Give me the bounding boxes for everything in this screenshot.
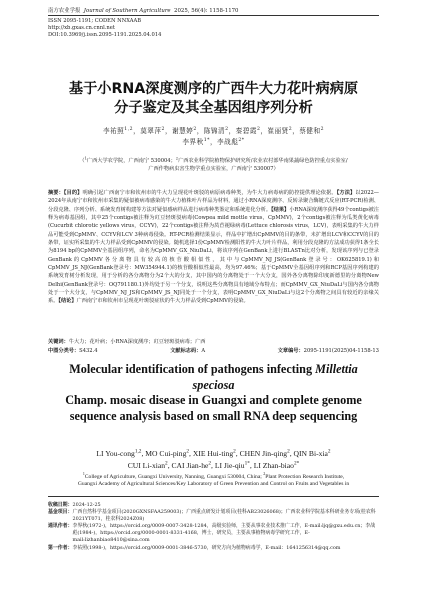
author-cn: [236, 127, 261, 135]
article-number: 2095-1191(2025)04-1158-13: [303, 348, 379, 354]
keywords-cn: [48, 338, 379, 346]
author-name: CAI Jian-he: [171, 460, 209, 470]
author-name: LI Jie-qiu: [214, 460, 245, 470]
clc-label: 中图分类号：: [48, 348, 80, 354]
author-name: 李战彪: [217, 138, 239, 146]
header-rule: [48, 15, 379, 16]
authors-en-line-1: LI You-cong$^{1,2}$, MO Cui-ping$^2$, XIE Hui-ting$^2$, CHEN Jin-qing$^2$, QIN Bi-xia$^2$: [96, 448, 331, 458]
footnote-label: 收稿日期：: [48, 502, 73, 508]
footnote-row: [48, 523, 379, 544]
author-en: [240, 449, 290, 458]
title-cn: [48, 80, 379, 118]
affiliation-cn-3: 广西作物病虫害生物学重点实验室，广西南宁 530007）: [148, 165, 279, 172]
doc-code-label: 文献标志码：: [170, 348, 202, 354]
abstract-objective: 明确引起广西南宁市和钦州市的牛大力呈现花叶斑驳的病原病毒种类，为牛大力病毒病的防控提供理论依据。: [82, 190, 337, 196]
title-cn-line-1: 基于小RNA深度测序的广西牛大力花叶病病原: [68, 81, 359, 97]
author-en: [96, 449, 141, 458]
author-affiliation-mark: 2: [165, 459, 168, 466]
footnote-text: 2024-12-25: [72, 502, 101, 508]
author-cn: [267, 127, 292, 135]
author-affiliation-mark: 2*: [238, 137, 245, 143]
author-name: QIN Bi-xia: [293, 449, 328, 458]
journal-name-en: Journal of Southern Agriculture: [83, 8, 171, 14]
title-en-line-3: sequence analysis based on small RNA deep sequencing: [69, 408, 358, 423]
author-en: [294, 449, 331, 458]
author-cn: [103, 127, 133, 135]
author-affiliation-mark: 2: [161, 126, 165, 132]
affiliation-cn-2: 广西农业科学院植物保护研究所/农业农村部华南果蔬绿色防控重点实验室/: [178, 158, 348, 164]
footnote-label: 基金项目：: [48, 509, 73, 516]
author-affiliation-mark: 2: [256, 126, 261, 132]
author-affiliation-mark: 2: [186, 448, 190, 455]
author-name: LI You-cong: [96, 449, 135, 458]
author-name: 蔡健和: [299, 127, 321, 135]
author-name: 秦碧霞: [235, 127, 257, 135]
author-name: 谢慧婷: [172, 127, 194, 135]
authors-cn: 李祐照$^{1,2}$，莫翠萍$^2$，谢慧婷$^2$，陈锦清$^2$，秦碧霞$^2$，崔丽贤$^2$，蔡健和$^2$ 李界秋$^{1*}$，李战彪$^{2*}$: [103, 126, 324, 146]
abstract-cn: [48, 189, 379, 306]
affiliation-en-2a: Plant Protection Research Institute,: [265, 474, 345, 480]
footnote-label: 第一作者：: [48, 544, 73, 551]
author-cn: [172, 127, 197, 135]
author-cn: [204, 127, 229, 135]
author-cn: [182, 138, 210, 146]
title-en-line-1: Molecular identification of pathogens infecting: [69, 362, 316, 376]
author-name: 莫翠萍: [140, 127, 162, 135]
author-affiliation-mark: 2: [193, 126, 197, 132]
author-name: CUI Li-xian: [127, 460, 166, 470]
abstract-tag-conclusion: 【结论】: [58, 298, 77, 305]
author-affiliation-mark: 2: [233, 448, 236, 455]
author-affiliation-mark: 2: [287, 448, 290, 455]
author-name: 李祐照: [103, 127, 125, 135]
title-en-species: Millettia speciosa: [192, 362, 358, 392]
footnote-text: 李祐照(1998-)，https://orcid.org/0009-0001-3846-5730，研究方向为植物病毒学，E-mail：1641256314@qq.com: [72, 544, 341, 551]
issn: ISSN 2095-1191; CODEN NNXAAB: [48, 18, 142, 24]
author-name: LI Zhan-biao: [253, 460, 294, 470]
author-en: [145, 449, 189, 458]
author-affiliation-mark: 1*: [203, 137, 210, 143]
affiliation-en-2b: Guangxi Academy of Agricultural Sciences/Key Laboratory of Green Prevention and Control on Fruits and Vegetables in: [77, 481, 350, 488]
author-en: [128, 461, 168, 470]
author-name: 崔丽贤: [267, 127, 289, 135]
affiliation-en-1: College of Agriculture, Guangxi University, Nanning, Guangxi 530004, China;: [84, 474, 262, 480]
footnote-label: 通讯作者：: [48, 523, 73, 530]
author-cn: [217, 138, 245, 146]
citation: 2025, 56(4): 1158-1170: [174, 8, 239, 14]
author-affiliation-mark: 2: [288, 126, 293, 132]
author-en: [171, 461, 211, 470]
author-en: [193, 449, 236, 458]
authors-en: [48, 448, 379, 471]
footnote-row: [48, 545, 379, 552]
journal-url[interactable]: http://xb.gxas.cn.cnnl.net: [48, 25, 115, 32]
title-cn-line-2: 分子鉴定及其全基因组序列分析: [114, 100, 313, 116]
author-en: [215, 461, 250, 470]
footnote-row: [48, 509, 379, 523]
article-number-label: 文章编号：: [277, 348, 304, 354]
footnote-text: 李界秋(1972-)，https://orcid.org/0009-0007-3428-1284，高级实验师，主要从事农业技术推广工作，E-mail:ljq@gxu.edu.cn；李战彪(1984-)，https://orcid.org/0000-0001-8331-4168，博士，研究员，主要从事植物病毒学研究工作，E-mail:lizhanbiao8410@sina.com: [72, 523, 376, 544]
keywords-text: 牛大力；花叶病；小RNA深度测序；豇豆轻斑驳病毒；广西: [68, 339, 206, 345]
author-affiliation-mark: 2: [320, 126, 324, 132]
author-affiliation-mark: 2*: [293, 459, 300, 466]
abstract-method: 以2022—2024年从南宁市和钦州市采集的疑似被病毒感染的牛大力植株叶片样品为材料，通过小RNA深度测序、反转录聚合酶链式反应(RT-PCR)检测、分段克隆、序列分析、系统发育树构建等方法对疑似感病样品进行病毒种类鉴定和系统进化分析。: [48, 190, 379, 213]
author-affiliation-mark: 1,2: [124, 126, 134, 132]
author-affiliation-mark: 2: [327, 448, 331, 455]
author-cn: [299, 127, 324, 135]
affiliations-en: $^1$College of Agriculture, Guangxi University, Nanning, Guangxi 530004, China; $^2$Plant Protection Research Institute, Guangxi Academy of Agricultural Sciences/Key Laboratory of Green Prevention and Control on Fruits and Vegetables in: [48, 474, 379, 489]
author-affiliation-mark: 2: [208, 459, 212, 466]
author-name: XIE Hui-ting: [192, 449, 234, 458]
classification-line: [48, 347, 379, 355]
abstract-label: 摘要：: [48, 190, 64, 196]
footnote-divider: [48, 496, 379, 497]
affiliation-cn-1: 广西大学农学院，广西南宁 530004；: [86, 158, 176, 164]
clc-code: S432.4: [79, 348, 98, 354]
footnotes: [48, 502, 379, 552]
author-name: MO Cui-ping: [145, 449, 187, 458]
author-name: CHEN Jin-qing: [239, 449, 288, 458]
authors-en-line-2: CUI Li-xian$^2$, CAI Jian-$he^2$, LI Jie-qiu$^{1*}$, LI Zhan-biao$^{2*}$: [127, 459, 300, 470]
title-en-line-2: Champ. mosaic disease in Guangxi and complete genome: [65, 393, 362, 407]
abstract-tag-method: 【方法】: [336, 190, 356, 196]
author-name: 李界秋: [182, 138, 204, 146]
keywords-label: 关键词：: [48, 339, 69, 345]
author-affiliation-mark: 1,2: [134, 448, 142, 455]
footnote-text: 广西自然科学基金项目(2020GXNSFAA259003)；广西重点研发计划项目(桂科AB23026068)；广西农业科学院基本科研业务专项(桂农科2021YT071，桂农科2024Z08): [72, 509, 376, 523]
running-header: [48, 8, 379, 15]
abstract-tag-objective: 【目的】: [63, 190, 83, 196]
affiliations-cn: （$^1$广西大学农学院，广西南宁 530004；$^2$广西农业科学院植物保护研究所/农业农村部华南果蔬绿色防控重点实验室/ 广西作物病虫害生物学重点实验室，广西南宁 530007）: [48, 158, 379, 173]
abstract-conclusion: 广西南宁市和钦州市呈现花叶斑驳症状的牛大力样品受到CpMMV的侵染。: [76, 298, 249, 305]
author-en: [254, 461, 300, 470]
abstract-tag-result: 【结果】: [271, 206, 290, 213]
author-name: 陈锦清: [203, 127, 226, 135]
journal-meta: [48, 18, 161, 40]
author-affiliation-mark: 2: [225, 126, 229, 132]
title-en: [48, 362, 379, 424]
doi[interactable]: DOI:10.3969/j.issn.2095-1191.2025.04.014: [48, 32, 162, 39]
author-affiliation-mark: 1*: [244, 459, 250, 466]
journal-name-cn: 南方农业学报: [48, 8, 81, 14]
doc-code: A: [201, 348, 206, 354]
author-cn: [140, 127, 165, 135]
abstract-result: 小RNA深度测序获得49个contigs被注释为病毒基因组，其中25个contigs被注释为豇豆轻斑驳病毒(Cowpea mild mottle virus，CpMMV)，2个contigs被注释为瓜类黄化病毒(Cucurbit chlorotic yellows virus，CCYV)，22个contigs被注释为莴苣褪绿病毒(Lettuce chlorosis virus，LCV)，表明采集的牛大力样品可能受到CpMMV、CCYV和LCV 3种病毒侵染。RT-PCR检测结果显示，样品中扩增出CpMMV的目的条带，未扩增出LCV和CCYV的目的条带，证实所采集的牛大力样品受到CpMMV的侵染。随机选择1份CpMMV检测阳性的牛大力叶片样品，利用分段克隆的方法成功获得1条全长为8194 bp的CpMMV全基因组序列，命名为CpMMV_GX_NiuDaLi，将该序列在GenBank上进行BLASTn比对分析，发现该序列与已登录GenBank的CpMMV各分离物具有较高的核苷酸相似性，其中与CpMMV_NJ_JS(GenBank登录号：OK625819.1)和CpMMV_JS_NJ(GenBank登录号：MW354944.1)的核苷酸相似性最高，均为97.46%；基于CpMMV全基因组序列和RCP基因序列构建的系统发育树分析发现，用于分析的各分离物分为2个大的分支，其中国内的分离物处于一个大分支，国外各分离物除印度新德里的分离物New Delhi(GenBank登录号：OQ791180.1)外均处于另一个分支，说明这些分离物具有地域分布特点；而CpMMV_GX_NiuDaLi与国内各分离物处于一个大分支，与CpMMV_NJ_JS和CpMMV_JS_NJ同处于一个分支，表明CpMMV_GX_NiuDaLi与这2个分离物之间具有较近的亲缘关系。: [48, 206, 379, 305]
